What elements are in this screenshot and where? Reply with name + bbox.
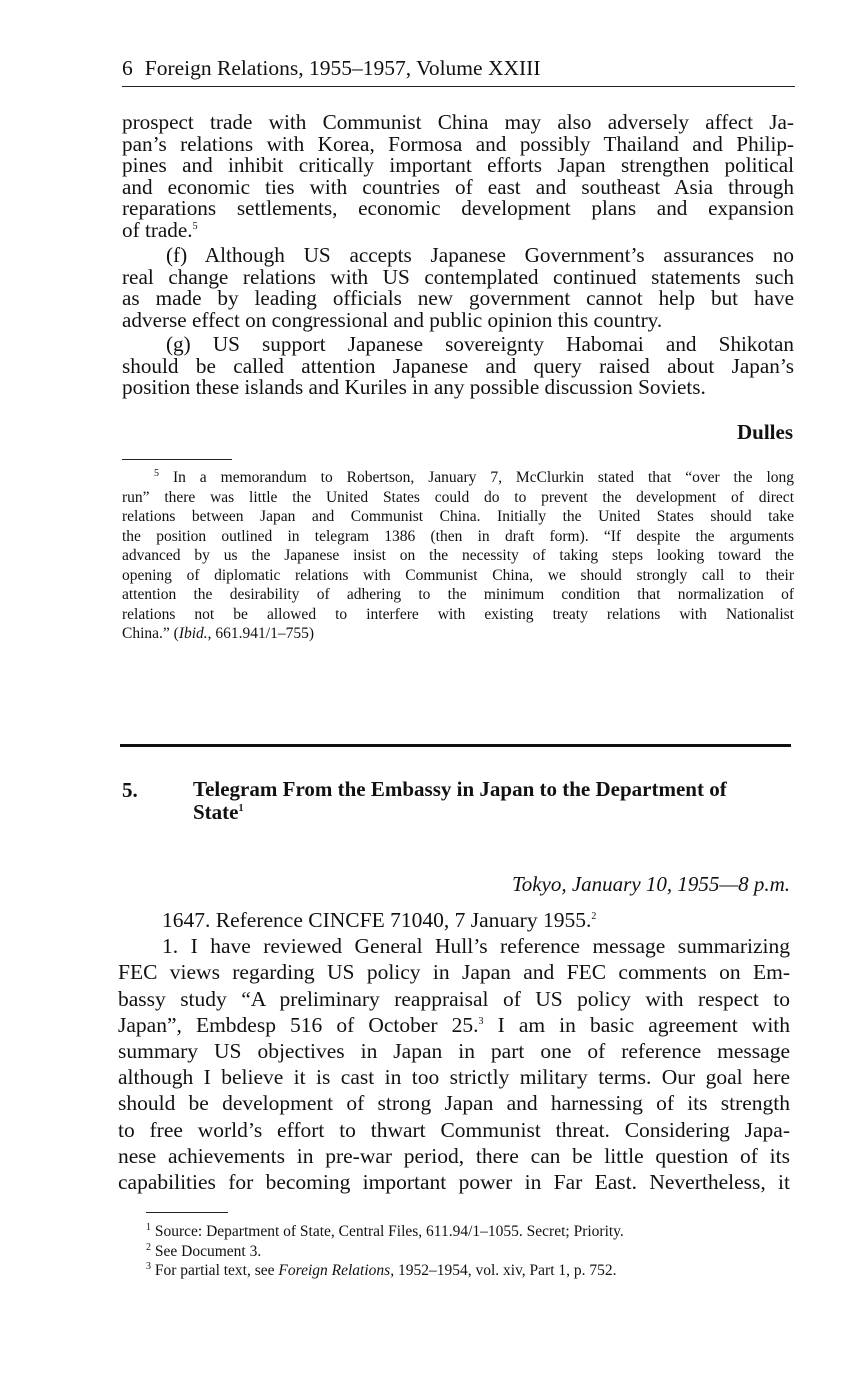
paragraph-f — [122, 245, 794, 335]
text-line: reparations settlements, economic development plans and expansion — [122, 196, 794, 220]
text-line: real change relations with US contemplated continued statements such — [122, 264, 794, 289]
text-line: pines and inhibit critically important efforts Japan strengthen political — [122, 153, 794, 177]
reference-line — [162, 907, 596, 933]
footnote-rule — [122, 459, 232, 460]
footnote-line — [154, 468, 794, 487]
footnotes-bottom — [146, 1222, 791, 1292]
body-line: capabilities for becoming important power in Far East. Nevertheless, it — [118, 1170, 790, 1194]
body-line: should be development of strong Japan and harnessing of its strength — [118, 1091, 790, 1116]
footnote-line: relations not be allowed to interfere with existing treaty relations with Nationalist — [122, 605, 794, 623]
footnote-line: advanced by us the Japanese insist on the necessity of taking steps looking toward the — [122, 547, 794, 564]
footnote-marker: 3 — [146, 1260, 151, 1272]
text-span: State — [193, 800, 239, 824]
footnote-rule — [146, 1212, 228, 1213]
footnote-line: run” there was little the United States could do to prevent the development of direct — [122, 488, 794, 506]
body-line: nese achievements in pre-war period, there can be little question of its — [118, 1143, 790, 1168]
text-span: Source: Department of State, Central Files, 611.94/1–1055. Secret; Priority. — [154, 1223, 624, 1240]
footnote-2 — [146, 1242, 261, 1261]
text-line — [122, 217, 198, 242]
header-rule — [122, 86, 795, 87]
footnote-ref: 3 — [478, 1015, 484, 1027]
text-span: I am in basic agreement with — [497, 1012, 791, 1037]
body-line: to free world’s effort to thwart Communist threat. Considering Japa- — [118, 1117, 790, 1142]
paragraph-g — [122, 334, 794, 404]
footnote-line: the position outlined in telegram 1386 (then in draft form). “If despite the arguments — [122, 527, 794, 545]
document-number: 5. — [122, 778, 138, 802]
body-line: 1. I have reviewed General Hull’s reference message summarizing — [162, 934, 790, 959]
body-line: FEC views regarding US policy in Japan and FEC comments on Em- — [118, 960, 790, 985]
text-line: adverse effect on congressional and public opinion this country. — [122, 307, 663, 332]
page-number: 6 — [122, 56, 133, 80]
text-line: (g) US support Japanese sovereignty Habomai and Shikotan — [166, 332, 794, 356]
text-line: (f) Although US accepts Japanese Government’s assurances no — [166, 243, 794, 267]
text-line: position these islands and Kuriles in any possible discussion Soviets. — [122, 375, 706, 399]
text-span: 1952–1954, vol. xiv, Part 1, p. 752. — [394, 1262, 617, 1279]
footnote-3 — [146, 1261, 617, 1280]
text-line: prospect trade with Communist China may also adversely affect Ja- — [122, 110, 794, 134]
footnote-ref: 2 — [591, 910, 597, 922]
text-line: pan’s relations with Korea, Formosa and possibly Thailand and Philip- — [122, 131, 794, 156]
footnote-line: opening of diplomatic relations with Communist China, we should strongly call to their — [122, 566, 794, 584]
text-span: See Document 3. — [154, 1242, 262, 1260]
text-span: 1647. Reference CINCFE 71040, 7 January 1955. — [162, 908, 592, 932]
title-line: Telegram From the Embassy in Japan to the Department of — [193, 777, 727, 801]
place-date: Tokyo, January 10, 1955—8 p.m. — [511, 872, 790, 896]
text-span: , 661.941/1–755) — [207, 625, 315, 642]
footnote-line: relations between Japan and Communist China. Initially the United States should take — [122, 508, 794, 525]
continued-paragraph — [122, 112, 794, 242]
text-span: In a memorandum to Robertson, January 7, McClurkin stated that “over the long — [172, 469, 794, 486]
text-line: as made by leading officials new government cannot help but have — [122, 286, 794, 310]
footnote-line — [122, 624, 314, 643]
text-span: For partial text, see — [154, 1262, 279, 1279]
running-head — [122, 56, 794, 81]
citation-italic: Ibid. — [178, 625, 208, 642]
body-line — [118, 1012, 790, 1038]
telegram-body — [118, 907, 790, 1197]
body-line: summary US objectives in Japan in part one of reference message — [118, 1039, 790, 1063]
text-span: of trade. — [122, 217, 193, 242]
document-separator — [120, 744, 791, 747]
title-line — [193, 801, 793, 824]
body-line: although I believe it is cast in too strictly military terms. Our goal here — [118, 1065, 790, 1090]
footnote-ref: 1 — [238, 803, 244, 814]
running-title: Foreign Relations, 1955–1957, Volume XXIII — [144, 56, 541, 80]
footnote-marker: 2 — [146, 1241, 151, 1253]
citation-italic: Foreign Relations, — [278, 1262, 395, 1279]
footnote-ref: 5 — [192, 220, 198, 232]
signature: Dulles — [736, 420, 793, 444]
text-span: Japan”, Embdesp 516 of October 25. — [118, 1012, 479, 1037]
document-title — [193, 778, 793, 824]
text-line: and economic ties with countries of east and southeast Asia through — [122, 174, 794, 199]
footnote-marker: 1 — [146, 1221, 151, 1233]
footnote-marker: 5 — [154, 467, 159, 479]
footnote-5 — [122, 468, 794, 648]
body-line: bassy study “A preliminary reappraisal of US policy with respect to — [118, 986, 790, 1011]
text-line: should be called attention Japanese and query raised about Japan’s — [122, 353, 794, 378]
footnote-1 — [146, 1222, 624, 1241]
footnote-line: attention the desirability of adhering to the minimum condition that normalization of — [122, 586, 794, 603]
text-span: China.” ( — [122, 625, 179, 642]
